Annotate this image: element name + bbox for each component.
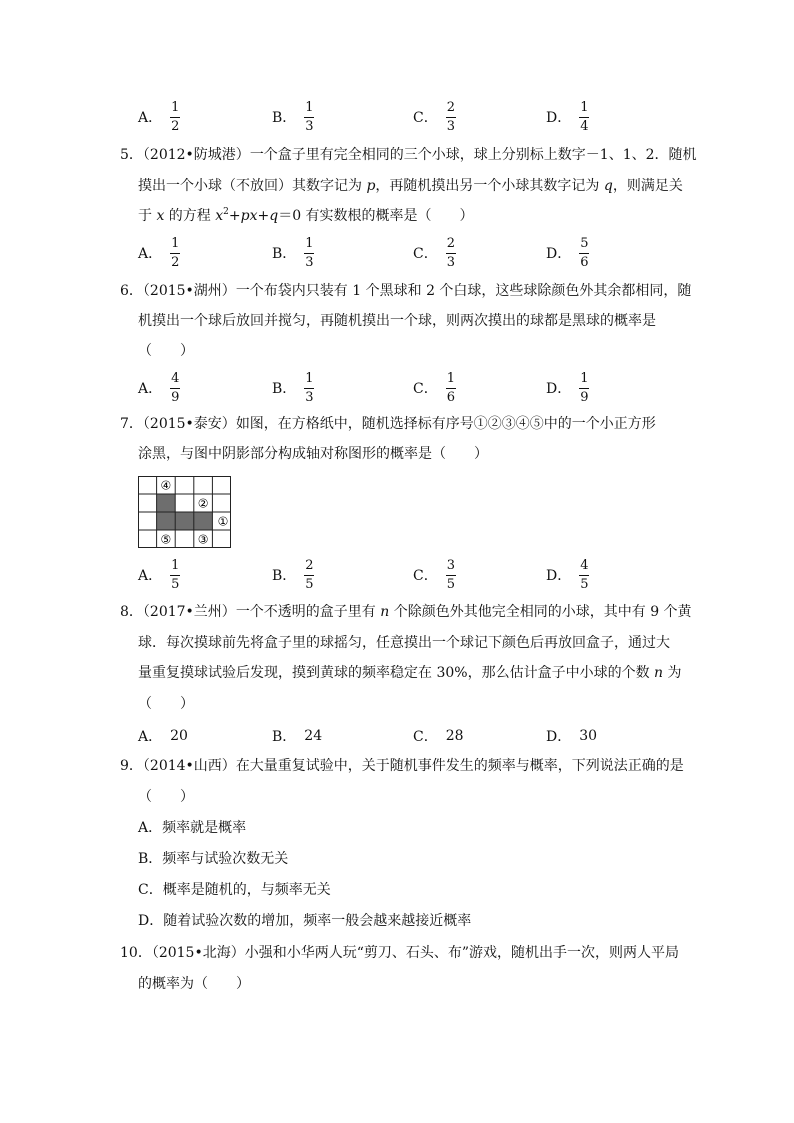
q8-option-c[interactable]: C． 28: [413, 728, 464, 745]
fraction: $\frac{2}{5}$: [305, 557, 314, 592]
fraction: $\frac{3}{5}$: [446, 557, 455, 592]
q5-option-d[interactable]: D． $\frac{5}{6}$: [546, 235, 589, 270]
fraction: $\frac{1}{2}$: [171, 235, 180, 270]
fraction: $\frac{1}{3}$: [305, 99, 314, 134]
fraction: $\frac{4}{5}$: [580, 557, 589, 592]
q7-line-2: 涂黑，与图中阴影部分构成轴对称图形的概率是（ ）: [138, 446, 488, 462]
q8-line-3: 量重复摸球试验后发现，摸到黄球的频率稳定在 30%，那么估计盒子中小球的个数 n 为: [138, 665, 682, 681]
question-number: 9．: [120, 758, 143, 774]
grid-svg: [138, 476, 233, 549]
q7-option-a[interactable]: A． $\frac{1}{5}$: [138, 557, 180, 592]
q8-line-1: 8．（2017•兰州）一个不透明的盒子里有 n 个除颜色外其他完全相同的小球，其中有 9 个黄: [120, 604, 692, 620]
question-source: （2015•湖州）: [142, 283, 236, 299]
q8-option-a[interactable]: A． 20: [138, 728, 188, 745]
q7-option-c[interactable]: C． $\frac{3}{5}$: [413, 557, 455, 592]
square-grid-figure: [138, 476, 233, 549]
question-source: （2017•兰州）: [142, 604, 236, 620]
q5-option-b[interactable]: B． $\frac{1}{3}$: [272, 235, 314, 270]
q5-option-c[interactable]: C． $\frac{2}{3}$: [413, 235, 455, 270]
fraction: $\frac{1}{3}$: [305, 370, 314, 405]
q9-line-2: （ ）: [138, 789, 194, 805]
grid-label-4[interactable]: ④: [160, 478, 172, 493]
fraction: $\frac{4}{9}$: [171, 370, 180, 405]
shaded-cell: [157, 494, 176, 512]
fraction: $\frac{1}{9}$: [580, 370, 589, 405]
fraction: $\frac{5}{6}$: [580, 235, 589, 270]
q7-options: [138, 558, 698, 592]
question-source: （2014•山西）: [142, 758, 236, 774]
q6-line-2: 机摸出一个球后放回并搅匀，再随机摸出一个球，则两次摸出的球都是黑球的概率是: [138, 313, 656, 329]
q6-option-b[interactable]: B． $\frac{1}{3}$: [272, 370, 314, 405]
grid-label-3[interactable]: ③: [197, 532, 209, 547]
q6-line-3: （ ）: [138, 343, 194, 359]
q9-choice-b[interactable]: B．频率与试验次数无关: [138, 851, 289, 867]
question-source: （2015•泰安）: [142, 416, 236, 432]
q8-option-d[interactable]: D． 30: [546, 728, 598, 745]
q5-options: [138, 236, 698, 270]
fraction: $\frac{2}{3}$: [446, 235, 455, 270]
grid-label-1[interactable]: ①: [217, 514, 229, 529]
q8-option-b[interactable]: B． 24: [272, 728, 323, 745]
q5-line-3: 于 x 的方程 $x^2+px+q=0$ 有实数根的概率是（ ）: [138, 207, 474, 224]
q10-line-1: 10．（2015•北海）小强和小华两人玩“剪刀、石头、布”游戏，随机出手一次，则两人平局: [120, 945, 680, 961]
question-number: 8．: [120, 604, 143, 620]
fraction: $\frac{2}{3}$: [446, 99, 455, 134]
fraction: $\frac{1}{3}$: [305, 235, 314, 270]
q4-option-a[interactable]: A． $\frac{1}{2}$: [138, 99, 180, 134]
question-source: （2015•北海）: [151, 945, 245, 961]
question-number: 6．: [120, 283, 143, 299]
question-source: （2012•防城港）: [142, 147, 250, 163]
q5-line-1: 5．（2012•防城港）一个盒子里有完全相同的三个小球，球上分别标上数字－1、1、2．随机: [120, 147, 697, 163]
fraction: $\frac{1}{6}$: [446, 370, 455, 405]
q7-option-d[interactable]: D． $\frac{4}{5}$: [546, 557, 589, 592]
q9-choice-d[interactable]: D．随着试验次数的增加，频率一般会越来越接近概率: [138, 913, 472, 929]
q4-option-b[interactable]: B． $\frac{1}{3}$: [272, 99, 314, 134]
fraction: $\frac{1}{2}$: [171, 99, 180, 134]
question-number: 10．: [120, 945, 152, 961]
shaded-cell: [175, 512, 194, 530]
q5-line-2: 摸出一个小球（不放回）其数字记为 p，再随机摸出另一个小球其数字记为 q，则满足关: [138, 178, 683, 194]
q7-option-b[interactable]: B． $\frac{2}{5}$: [272, 557, 314, 592]
q8-line-2: 球．每次摸球前先将盒子里的球摇匀，任意摸出一个球记下颜色后再放回盒子，通过大: [138, 635, 670, 651]
question-number: 5．: [120, 147, 143, 163]
grid-lines: [139, 477, 231, 548]
q8-line-4: （ ）: [138, 696, 194, 712]
q9-choice-a[interactable]: A．频率就是概率: [138, 820, 247, 836]
q9-choice-c[interactable]: C．概率是随机的，与频率无关: [138, 882, 331, 898]
shaded-cell: [157, 512, 176, 530]
shaded-cell: [194, 512, 213, 530]
q6-options: [138, 371, 698, 405]
q4-option-c[interactable]: C． $\frac{2}{3}$: [413, 99, 455, 134]
q6-option-c[interactable]: C． $\frac{1}{6}$: [413, 370, 455, 405]
q8-options: [138, 719, 698, 753]
q6-option-d[interactable]: D． $\frac{1}{9}$: [546, 370, 589, 405]
q9-line-1: 9．（2014•山西）在大量重复试验中，关于随机事件发生的频率与概率，下列说法正确的是: [120, 758, 684, 774]
grid-label-2[interactable]: ②: [197, 496, 209, 511]
fraction: $\frac{1}{4}$: [580, 99, 589, 134]
q5-option-a[interactable]: A． $\frac{1}{2}$: [138, 235, 180, 270]
q4-options: [138, 100, 698, 134]
q7-line-1: 7．（2015•泰安）如图，在方格纸中，随机选择标有序号①②③④⑤中的一个小正方形: [120, 416, 656, 432]
question-number: 7．: [120, 416, 143, 432]
q6-option-a[interactable]: A． $\frac{4}{9}$: [138, 370, 180, 405]
q4-option-d[interactable]: D． $\frac{1}{4}$: [546, 99, 589, 134]
q6-line-1: 6．（2015•湖州）一个布袋内只装有 1 个黑球和 2 个白球，这些球除颜色外其余都相同，随: [120, 283, 692, 299]
fraction: $\frac{1}{5}$: [171, 557, 180, 592]
grid-label-5[interactable]: ⑤: [160, 532, 172, 547]
q10-line-2: 的概率为（ ）: [138, 976, 250, 992]
